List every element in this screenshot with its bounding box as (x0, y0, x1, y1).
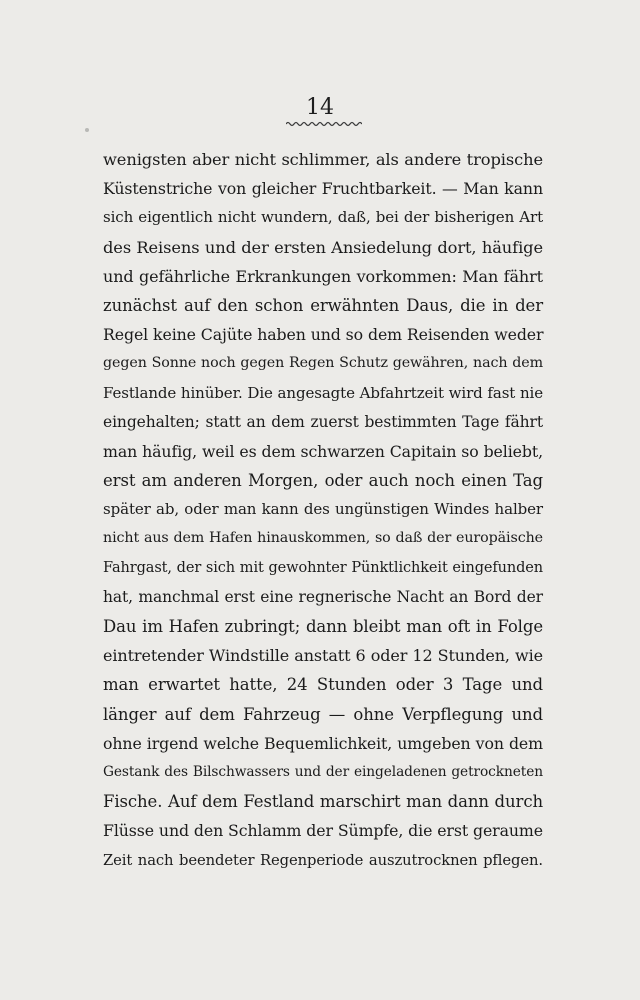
text-line: später ab, oder man kann des ungünstigen Windes halber (103, 500, 543, 519)
wavy-ornament-icon (286, 120, 362, 128)
text-line: Dau im Hafen zubringt; dann bleibt man oft in Folge (103, 617, 543, 636)
text-line: nicht aus dem Hafen hinauskommen, so daß der europäische (103, 530, 543, 547)
text-line: Flüsse und den Schlamm der Sümpfe, die erst geraume (103, 821, 543, 841)
text-line: eingehalten; statt an dem zuerst bestimmten Tage fährt (103, 412, 543, 431)
text-line: man erwartet hatte, 24 Stunden oder 3 Tage und (103, 675, 543, 695)
text-line: länger auf dem Fahrzeug — ohne Verpflegung und (103, 704, 543, 724)
text-line: wenigsten aber nicht schlimmer, als andere tropische (103, 150, 543, 169)
text-line: erst am anderen Morgen, oder auch noch einen Tag (103, 471, 543, 491)
text-line: ohne irgend welche Bequemlichkeit, umgeben von dem (103, 733, 543, 753)
text-line: Fahrgast, der sich mit gewohnter Pünktlichkeit eingefunden (103, 559, 543, 576)
page-number: 14 (306, 95, 334, 120)
text-line: Gestank des Bilschwassers und der eingeladenen getrockneten (103, 763, 543, 780)
text-line: eintretender Windstille anstatt 6 oder 12 Stunden, wie (103, 646, 543, 666)
body-text (103, 145, 543, 875)
page-speck (85, 128, 89, 132)
text-line: gegen Sonne noch gegen Regen Schutz gewähren, nach dem (103, 355, 543, 372)
text-line: und gefährliche Erkrankungen vorkommen: Man fährt (103, 266, 543, 286)
text-line: Küstenstriche von gleicher Fruchtbarkeit. — Man kann (103, 179, 543, 199)
text-line: des Reisens und der ersten Ansiedelung dort, häufige (103, 237, 543, 257)
text-line: Festlande hinüber. Die angesagte Abfahrtzeit wird fast nie (103, 383, 543, 402)
text-line: man häufig, weil es dem schwarzen Capitain so beliebt, (103, 441, 543, 461)
text-line: zunächst auf den schon erwähnten Daus, die in der (103, 295, 543, 315)
text-line: Fische. Auf dem Festland marschirt man dann durch (103, 792, 543, 812)
text-line: sich eigentlich nicht wundern, daß, bei der bisherigen Art (103, 208, 543, 227)
text-line: hat, manchmal erst eine regnerische Nacht an Bord der (103, 587, 543, 606)
text-line: Regel keine Cajüte haben und so dem Reisenden weder (103, 325, 544, 345)
text-line: Zeit nach beendeter Regenperiode auszutrocknen pflegen. (103, 851, 543, 869)
